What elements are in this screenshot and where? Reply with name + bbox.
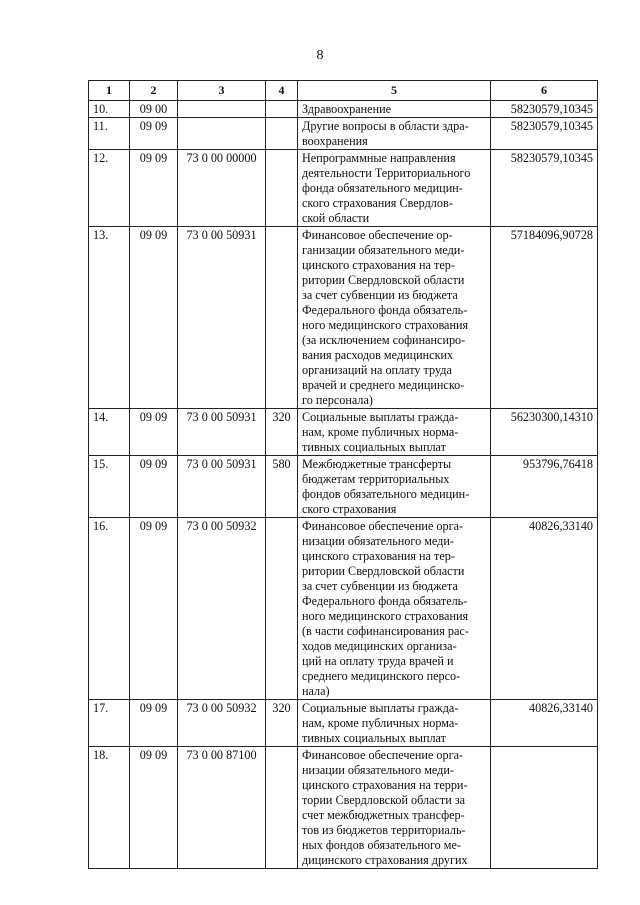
row-number: 12. [89,150,130,227]
description-line: цинского страхования на тер- [302,549,455,563]
table-row [89,150,598,227]
description-line: Финансовое обеспечение орга- [302,519,464,533]
section-code: 09 09 [130,747,178,869]
row-description [298,227,491,409]
row-number: 18. [89,747,130,869]
table-row [89,456,598,518]
row-amount: 58230579,10345 [491,150,598,227]
row-number: 11. [89,118,130,150]
description-line: бюджетам территориальных [302,472,450,486]
header-col-5: 5 [298,81,491,101]
target-article-code: 73 0 00 50932 [178,700,266,747]
section-code: 09 09 [130,456,178,518]
description-line: (за исключением софинансиро- [302,333,466,347]
description-line: Социальные выплаты гражда- [302,410,459,424]
table-body [89,101,598,869]
page-number: 8 [316,48,324,63]
expense-kind-code: 320 [266,700,298,747]
expense-kind-code [266,150,298,227]
description-line: Межбюджетные трансферты [302,457,452,471]
expense-kind-code [266,747,298,869]
description-line: нам, кроме публичных норма- [302,425,459,439]
description-line: (в части софинансирования рас- [302,624,469,638]
description-line: Финансовое обеспечение орга- [302,748,464,762]
row-description [298,118,491,150]
description-line: Финансовое обеспечение ор- [302,228,453,242]
header-col-1: 1 [89,81,130,101]
description-line: среднего медицинского персо- [302,669,461,683]
target-article-code: 73 0 00 50931 [178,409,266,456]
expense-kind-code: 580 [266,456,298,518]
description-line: го персонала) [302,393,373,407]
section-code: 09 09 [130,409,178,456]
row-description [298,747,491,869]
section-code: 09 09 [130,518,178,700]
description-line: воохранения [302,134,368,148]
description-line: дицинского страхования других [302,853,468,867]
description-line: низации обязательного меди- [302,763,454,777]
table-row [89,747,598,869]
table-header-row [89,81,598,101]
description-line: фондов обязательного медицин- [302,487,470,501]
description-line: Здравоохранение [302,102,392,116]
description-line: ской области [302,211,370,225]
target-article-code: 73 0 00 50931 [178,227,266,409]
row-description [298,150,491,227]
description-line: за счет субвенции из бюджета [302,579,458,593]
row-number: 16. [89,518,130,700]
description-line: Федерального фонда обязатель- [302,594,468,608]
target-article-code: 73 0 00 00000 [178,150,266,227]
description-line: за счет субвенции из бюджета [302,288,458,302]
description-line: Непрограммные направления [302,151,456,165]
header-col-3: 3 [178,81,266,101]
description-line: цинского страхования на тер- [302,258,455,272]
description-line: тивных социальных выплат [302,440,446,454]
description-line: Федерального фонда обязатель- [302,303,468,317]
table-row [89,518,598,700]
row-description [298,456,491,518]
section-code: 09 09 [130,700,178,747]
expense-kind-code [266,227,298,409]
description-line: врачей и среднего медицинско- [302,378,465,392]
expense-kind-code [266,101,298,118]
row-number: 10. [89,101,130,118]
section-code: 09 09 [130,150,178,227]
table-row [89,700,598,747]
row-amount: 58230579,10345 [491,118,598,150]
row-description [298,101,491,118]
table-row [89,118,598,150]
description-line: ритории Свердловской области [302,273,465,287]
description-line: Социальные выплаты гражда- [302,701,459,715]
section-code: 09 09 [130,227,178,409]
description-line: ритории Свердловской области [302,564,465,578]
description-line: цинского страхования на терри- [302,778,468,792]
row-amount: 58230579,10345 [491,101,598,118]
description-line: фонда обязательного медицин- [302,181,463,195]
section-code: 09 00 [130,101,178,118]
row-amount: 56230300,14310 [491,409,598,456]
description-line: ходов медицинских организа- [302,639,457,653]
description-line: тивных социальных выплат [302,731,446,745]
row-description [298,518,491,700]
description-line: тов из бюджетов территориаль- [302,823,466,837]
row-description [298,409,491,456]
description-line: тории Свердловской области за [302,793,466,807]
description-line: ций на оплату труда врачей и [302,654,454,668]
target-article-code [178,101,266,118]
row-number: 17. [89,700,130,747]
description-line: ного медицинского страхования [302,609,469,623]
description-line: нала) [302,684,330,698]
row-description [298,700,491,747]
target-article-code: 73 0 00 87100 [178,747,266,869]
description-line: Другие вопросы в области здра- [302,119,469,133]
row-amount: 953796,76418 [491,456,598,518]
description-line: деятельности Территориального [302,166,471,180]
header-col-6: 6 [491,81,598,101]
header-col-2: 2 [130,81,178,101]
table-row [89,101,598,118]
row-number: 14. [89,409,130,456]
target-article-code: 73 0 00 50931 [178,456,266,518]
row-amount: 40826,33140 [491,700,598,747]
description-line: нам, кроме публичных норма- [302,716,459,730]
description-line: ского страхования Свердлов- [302,196,453,210]
section-code: 09 09 [130,118,178,150]
expense-kind-code: 320 [266,409,298,456]
expense-kind-code [266,518,298,700]
row-amount: 57184096,90728 [491,227,598,409]
table-row [89,409,598,456]
table-row [89,227,598,409]
description-line: ного медицинского страхования [302,318,469,332]
expense-kind-code [266,118,298,150]
description-line: вания расходов медицинских [302,348,454,362]
budget-table [88,80,598,869]
description-line: ганизации обязательного меди- [302,243,465,257]
row-number: 13. [89,227,130,409]
row-number: 15. [89,456,130,518]
target-article-code: 73 0 00 50932 [178,518,266,700]
description-line: низации обязательного меди- [302,534,454,548]
description-line: ского страхования [302,502,397,516]
description-line: ных фондов обязательного ме- [302,838,461,852]
target-article-code [178,118,266,150]
description-line: счет межбюджетных трансфер- [302,808,465,822]
row-amount [491,747,598,869]
row-amount: 40826,33140 [491,518,598,700]
header-col-4: 4 [266,81,298,101]
description-line: организаций на оплату труда [302,363,452,377]
